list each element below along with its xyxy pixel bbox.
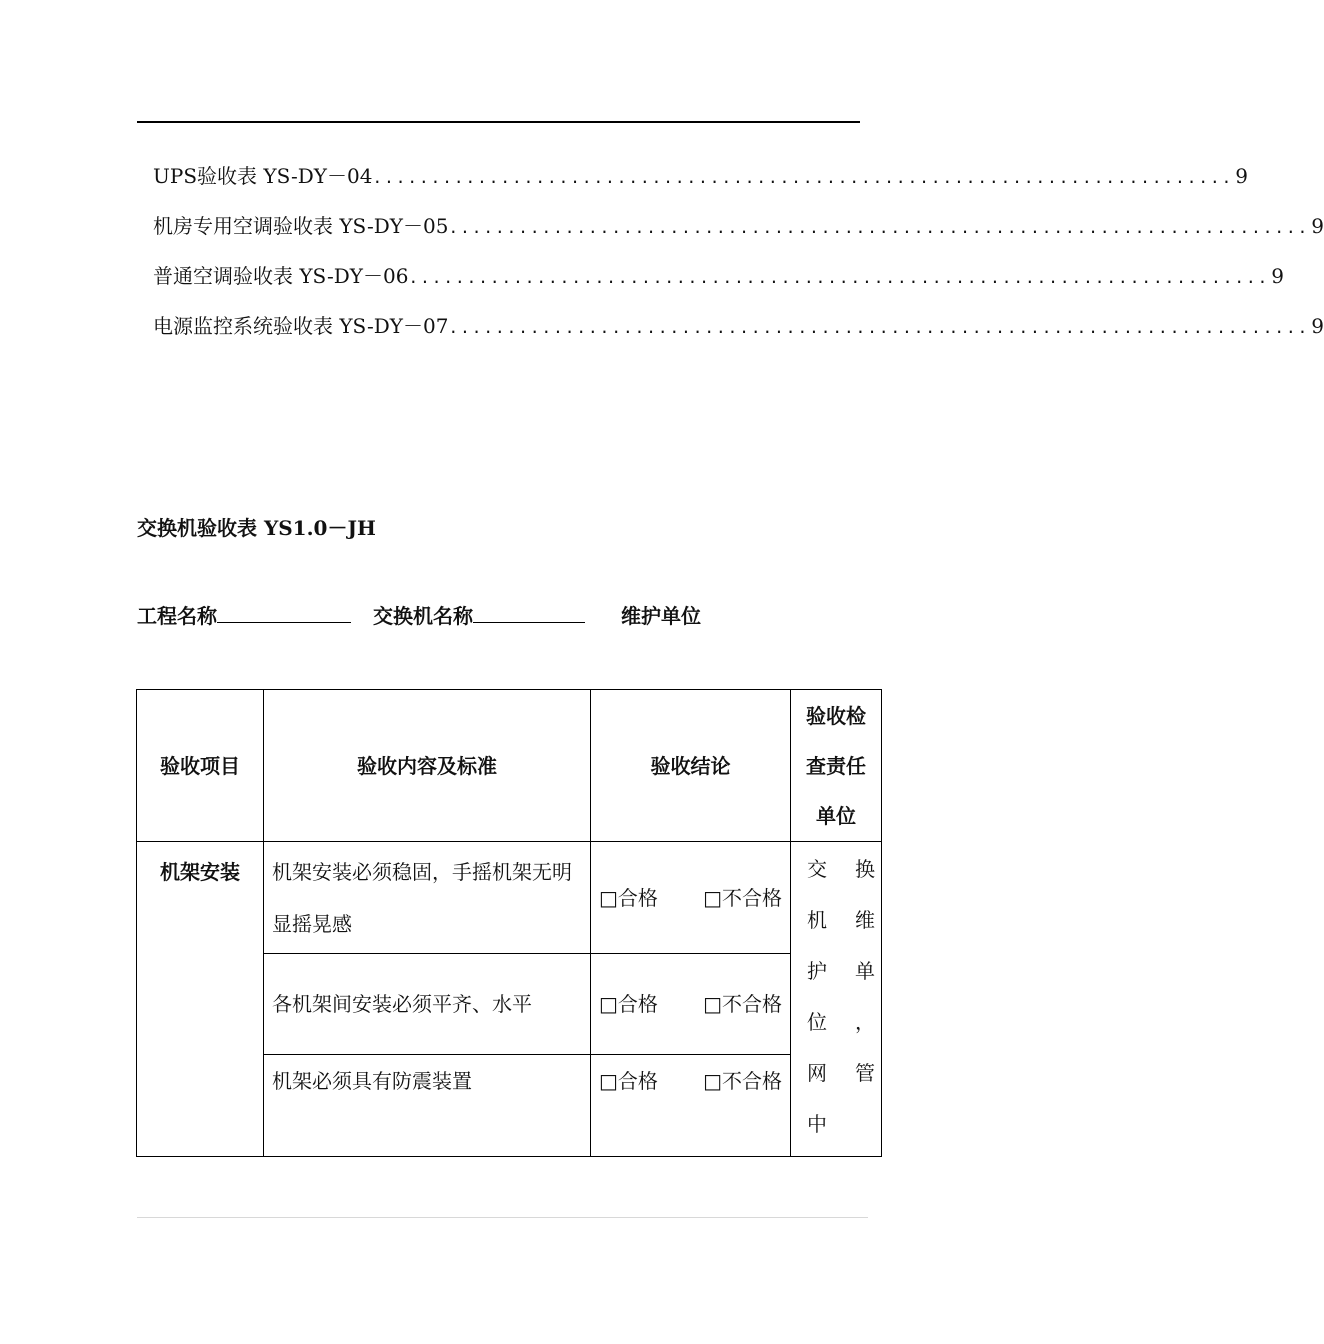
pass-checkbox[interactable]: □合格 [599,992,658,1016]
project-name-field[interactable] [217,600,351,623]
content-cell: 各机架间安装必须平齐、水平 [264,954,591,1055]
responsible-char: 机 [807,908,827,932]
responsible-char: 中 [807,1112,827,1136]
table-of-contents [153,160,1324,360]
responsible-char: ， [855,1010,875,1034]
toc-page-number: 9 [1235,164,1249,188]
responsible-char: 管 [855,1061,875,1085]
header-responsible [791,690,882,842]
header-content: 验收内容及标准 [264,690,591,842]
pass-checkbox[interactable]: □合格 [599,1069,658,1093]
conclusion-cell [591,1055,791,1157]
project-info-line [137,600,701,629]
fail-checkbox[interactable]: □不合格 [703,1069,782,1093]
header-item: 验收项目 [137,690,264,842]
fail-checkbox[interactable]: □不合格 [703,992,782,1016]
responsible-cell [791,842,882,1157]
table-header-row [137,690,882,842]
content-cell: 机架必须具有防震装置 [264,1055,591,1157]
toc-entry-title: UPS验收表 YS-DY－04 [153,164,373,188]
responsible-char: 网 [807,1061,827,1085]
item-cell: 机架安装 [137,842,264,1157]
toc-dot-leader: .......................................................................... [448,218,1310,237]
conclusion-cell [591,954,791,1055]
responsible-char: 交 [807,857,827,881]
toc-entry-title: 普通空调验收表 YS-DY－06 [153,264,409,288]
toc-entry[interactable] [153,160,1249,210]
table-row [137,842,882,954]
switch-name-field[interactable] [473,600,585,623]
top-rule [137,121,860,123]
project-name-label: 工程名称 [137,604,217,628]
toc-page-number: 9 [1311,214,1324,238]
acceptance-table [136,689,882,1157]
toc-dot-leader: .......................................................................... [448,318,1310,337]
responsible-char: 换 [855,857,875,881]
toc-page-number: 9 [1311,314,1324,338]
header-responsible-line: 单位 [816,803,856,828]
responsible-char: 位 [807,1010,827,1034]
header-responsible-line: 验收检 [806,703,866,728]
toc-dot-leader: .......................................................................... [408,268,1270,287]
toc-entry[interactable] [153,210,1324,260]
switch-name-label: 交换机名称 [373,604,473,628]
toc-entry-title: 机房专用空调验收表 YS-DY－05 [153,214,449,238]
document-title: 交换机验收表 YS1.0－JH [137,516,376,540]
responsible-char: 单 [855,959,875,983]
footer-rule [137,1217,868,1218]
content-cell: 机架安装必须稳固，手摇机架无明显摇晃感 [264,842,591,954]
responsible-char: 护 [807,959,827,983]
toc-entry-title: 电源监控系统验收表 YS-DY－07 [153,314,449,338]
conclusion-cell [591,842,791,954]
pass-checkbox[interactable]: □合格 [599,885,658,910]
header-responsible-line: 查责任 [806,753,866,778]
toc-page-number: 9 [1271,264,1285,288]
header-conclusion: 验收结论 [591,690,791,842]
fail-checkbox[interactable]: □不合格 [703,885,782,910]
toc-entry[interactable] [153,260,1285,310]
responsible-char: 维 [855,908,875,932]
maintenance-unit-label: 维护单位 [621,604,701,628]
toc-entry[interactable] [153,310,1324,360]
toc-dot-leader: .......................................................................... [372,168,1234,187]
